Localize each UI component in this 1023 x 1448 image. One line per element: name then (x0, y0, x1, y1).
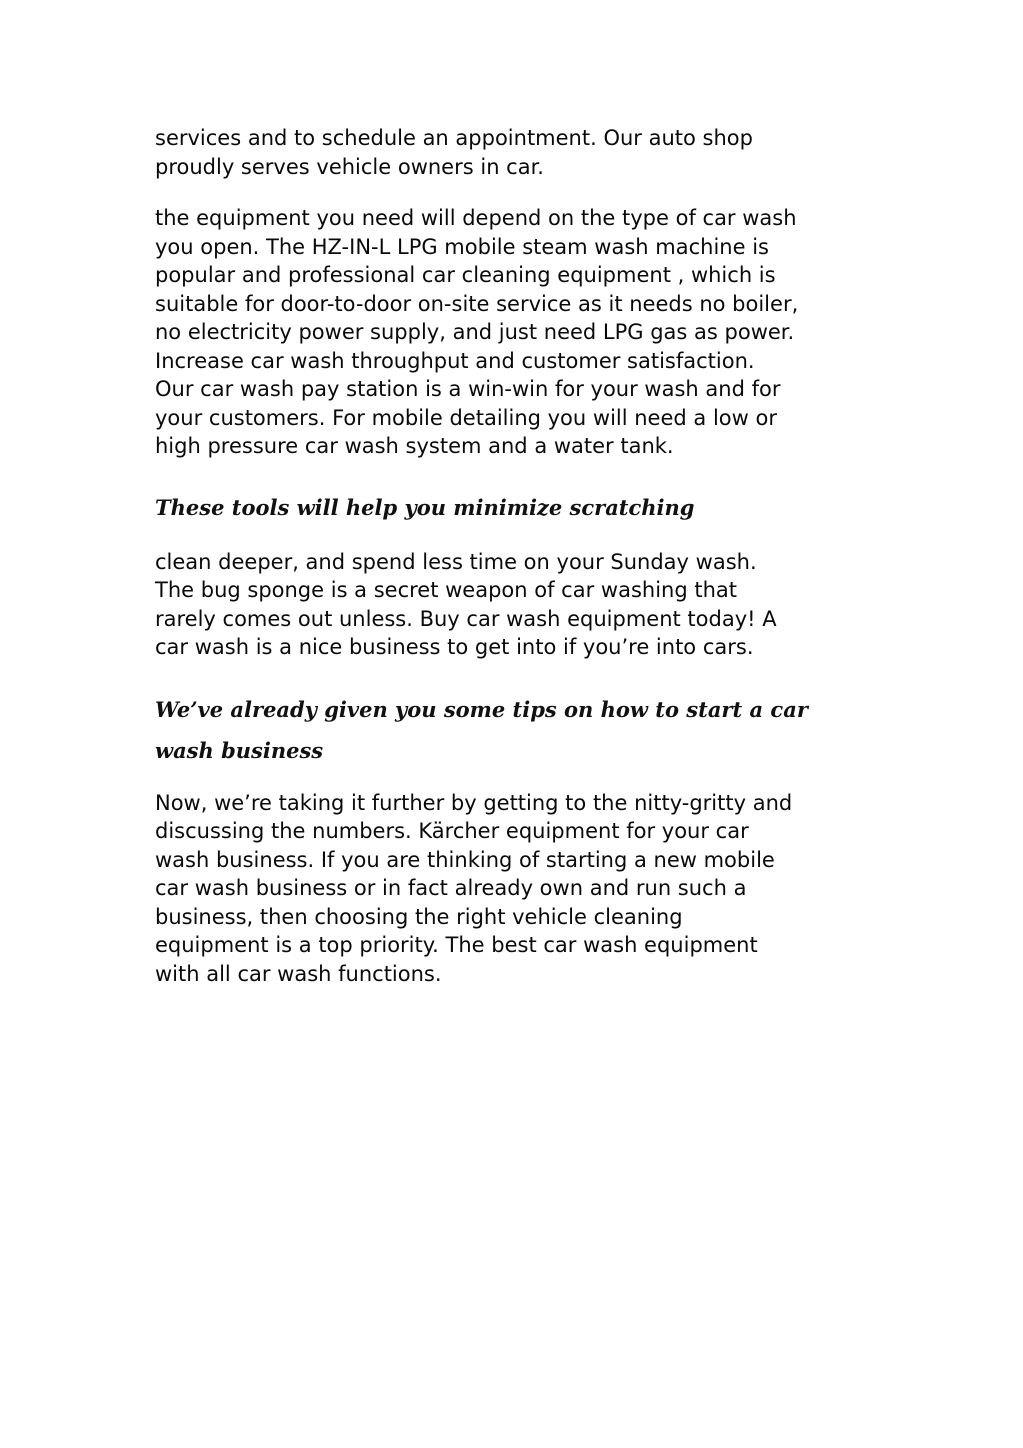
paragraph-line: no electricity power supply, and just need LPG gas as power. (155, 320, 795, 344)
paragraph-line: car wash is a nice business to get into if you’re into cars. (155, 635, 754, 659)
document-page (155, 124, 895, 988)
heading-line: wash business (155, 737, 324, 763)
section-heading-2 (155, 689, 895, 771)
paragraph-line: your customers. For mobile detailing you will need a low or (155, 405, 777, 430)
paragraph-line: rarely comes out unless. Buy car wash equipment today! A (155, 606, 777, 631)
paragraph-1 (155, 124, 895, 181)
paragraph-line: you open. The HZ-IN-L LPG mobile steam wash machine is (155, 234, 769, 259)
paragraph-line: The bug sponge is a secret weapon of car washing that (155, 578, 737, 602)
paragraph-line: Increase car wash throughput and customer satisfaction. (155, 348, 755, 373)
paragraph-line: business, then choosing the right vehicle cleaning (155, 904, 683, 929)
paragraph-line: high pressure car wash system and a water tank. (155, 434, 674, 458)
section-heading-1 (155, 487, 895, 528)
paragraph-line: equipment is a top priority. The best car wash equipment (155, 933, 758, 957)
paragraph-2 (155, 204, 895, 461)
paragraph-line: discussing the numbers. Kärcher equipment for your car (155, 819, 749, 843)
paragraph-line: suitable for door-to-door on-site service as it needs no boiler, (155, 291, 799, 316)
paragraph-line: clean deeper, and spend less time on your Sunday wash. (155, 549, 757, 574)
paragraph-line: services and to schedule an appointment. Our auto shop (155, 126, 753, 150)
paragraph-line: car wash business or in fact already own and run such a (155, 876, 747, 900)
paragraph-line: the equipment you need will depend on the type of car wash (155, 206, 797, 230)
heading-line: We’ve already given you some tips on how to start a car (155, 696, 808, 722)
paragraph-4 (155, 789, 895, 989)
paragraph-line: popular and professional car cleaning equipment , which is (155, 263, 776, 287)
paragraph-line: Our car wash pay station is a win-win for your wash and for (155, 377, 781, 401)
paragraph-line: with all car wash functions. (155, 961, 442, 986)
paragraph-line: Now, we’re taking it further by getting to the nitty-gritty and (155, 790, 793, 815)
paragraph-line: proudly serves vehicle owners in car. (155, 154, 544, 179)
paragraph-line: wash business. If you are thinking of starting a new mobile (155, 847, 775, 872)
heading-line: These tools will help you minimize scratching (155, 494, 695, 520)
paragraph-3 (155, 548, 895, 662)
